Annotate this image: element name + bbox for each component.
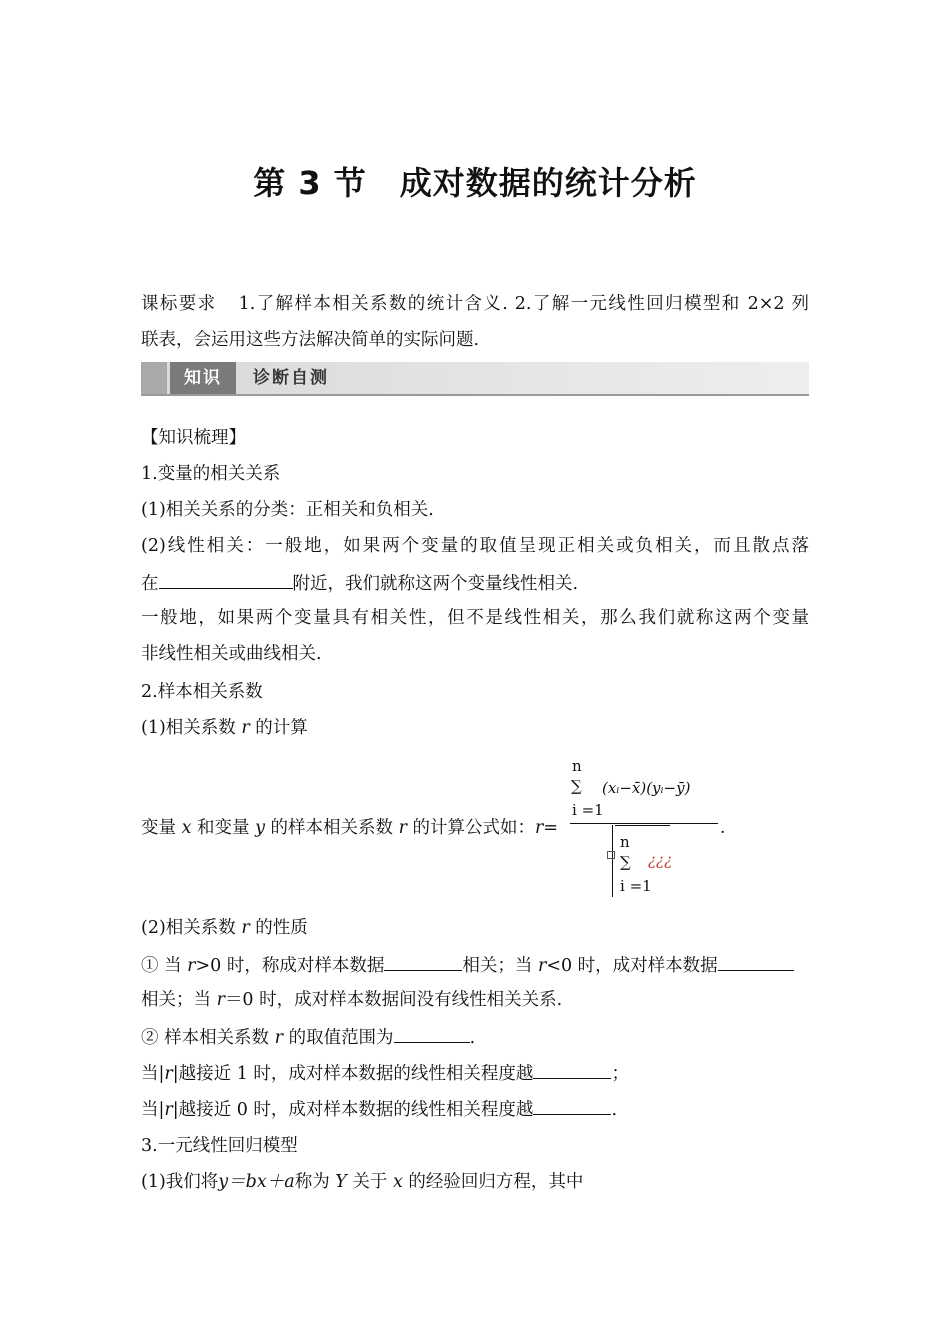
formula-period: . [720, 818, 726, 838]
num-lower-limit: i =1 [572, 801, 604, 819]
answer-blank [384, 952, 462, 971]
requirements-label: 课标要求 [141, 294, 217, 314]
answer-blank [533, 1060, 611, 1079]
s1-p2-line2: 在 附近，我们就称这两个变量线性相关. [141, 570, 578, 596]
answer-blank [718, 952, 794, 971]
section-heading: 【知识梳理】 [141, 428, 246, 448]
placeholder-box-icon [607, 851, 615, 859]
s2-c2: ② 样本相关系数 r 的取值范围为 . [141, 1024, 475, 1050]
s3-p1: (1)我们将y＝bx＋a称为 Y 关于 x 的经验回归方程，其中 [141, 1172, 584, 1192]
answer-blank [394, 1024, 470, 1043]
sqrt-icon [612, 825, 613, 897]
num-upper-limit: n [572, 757, 582, 775]
s1-p3-line1: 一般地，如果两个变量具有相关性，但不是线性相关，那么我们就称这两个变量 [141, 608, 809, 628]
section-banner [141, 362, 809, 396]
banner-text: 诊断自测 [253, 368, 329, 388]
requirements-line-1: 课标要求 1.了解样本相关系数的统计含义. 2.了解一元线性回归模型和 2×2 列 [141, 294, 810, 314]
s2-c1-line1: ① 当 r>0 时，称成对样本数据 相关；当 r<0 时，成对样本数据 [141, 952, 794, 978]
s2-title: 2.样本相关系数 [141, 682, 263, 702]
page-title: 第 3 节 成对数据的统计分析 [253, 164, 697, 202]
s2-c3: 当|r|越接近 1 时，成对样本数据的线性相关程度越 ； [141, 1060, 629, 1086]
banner-lead-block [141, 362, 167, 394]
s2-c1-line2: 相关；当 r＝0 时，成对样本数据间没有线性相关关系. [141, 990, 563, 1010]
fraction-bar [570, 823, 718, 824]
num-expression: (xᵢ−x̄)(yᵢ−ȳ) [602, 779, 691, 797]
requirements-line-2: 联表，会运用这些方法解决简单的实际问题. [141, 330, 480, 350]
den-lower-limit: i =1 [620, 877, 652, 895]
s1-p2-line1: (2)线性相关：一般地，如果两个变量的取值呈现正相关或负相关，而且散点落 [141, 536, 809, 556]
banner-chip: 知识 [170, 362, 236, 394]
formula-intro: 变量 x 和变量 y 的样本相关系数 r 的计算公式如：r= [141, 818, 559, 838]
sqrt-bar [615, 825, 670, 827]
s1-p1: (1)相关关系的分类：正相关和负相关. [141, 500, 434, 520]
den-sigma-icon: ∑ [620, 853, 631, 871]
correlation-formula [560, 755, 730, 900]
s2-sub2: (2)相关系数 r 的性质 [141, 918, 308, 938]
answer-blank [533, 1096, 611, 1115]
s2-sub1: (1)相关系数 r 的计算 [141, 718, 308, 738]
s1-title: 1.变量的相关关系 [141, 464, 281, 484]
s1-p3-line2: 非线性相关或曲线相关. [141, 644, 322, 664]
den-upper-limit: n [620, 833, 630, 851]
answer-blank [159, 570, 293, 589]
s2-c4: 当|r|越接近 0 时，成对样本数据的线性相关程度越 . [141, 1096, 617, 1122]
s3-title: 3.一元线性回归模型 [141, 1136, 298, 1156]
num-sigma-icon: ∑ [571, 777, 582, 795]
den-garbled-text: ¿¿¿ [648, 851, 673, 869]
